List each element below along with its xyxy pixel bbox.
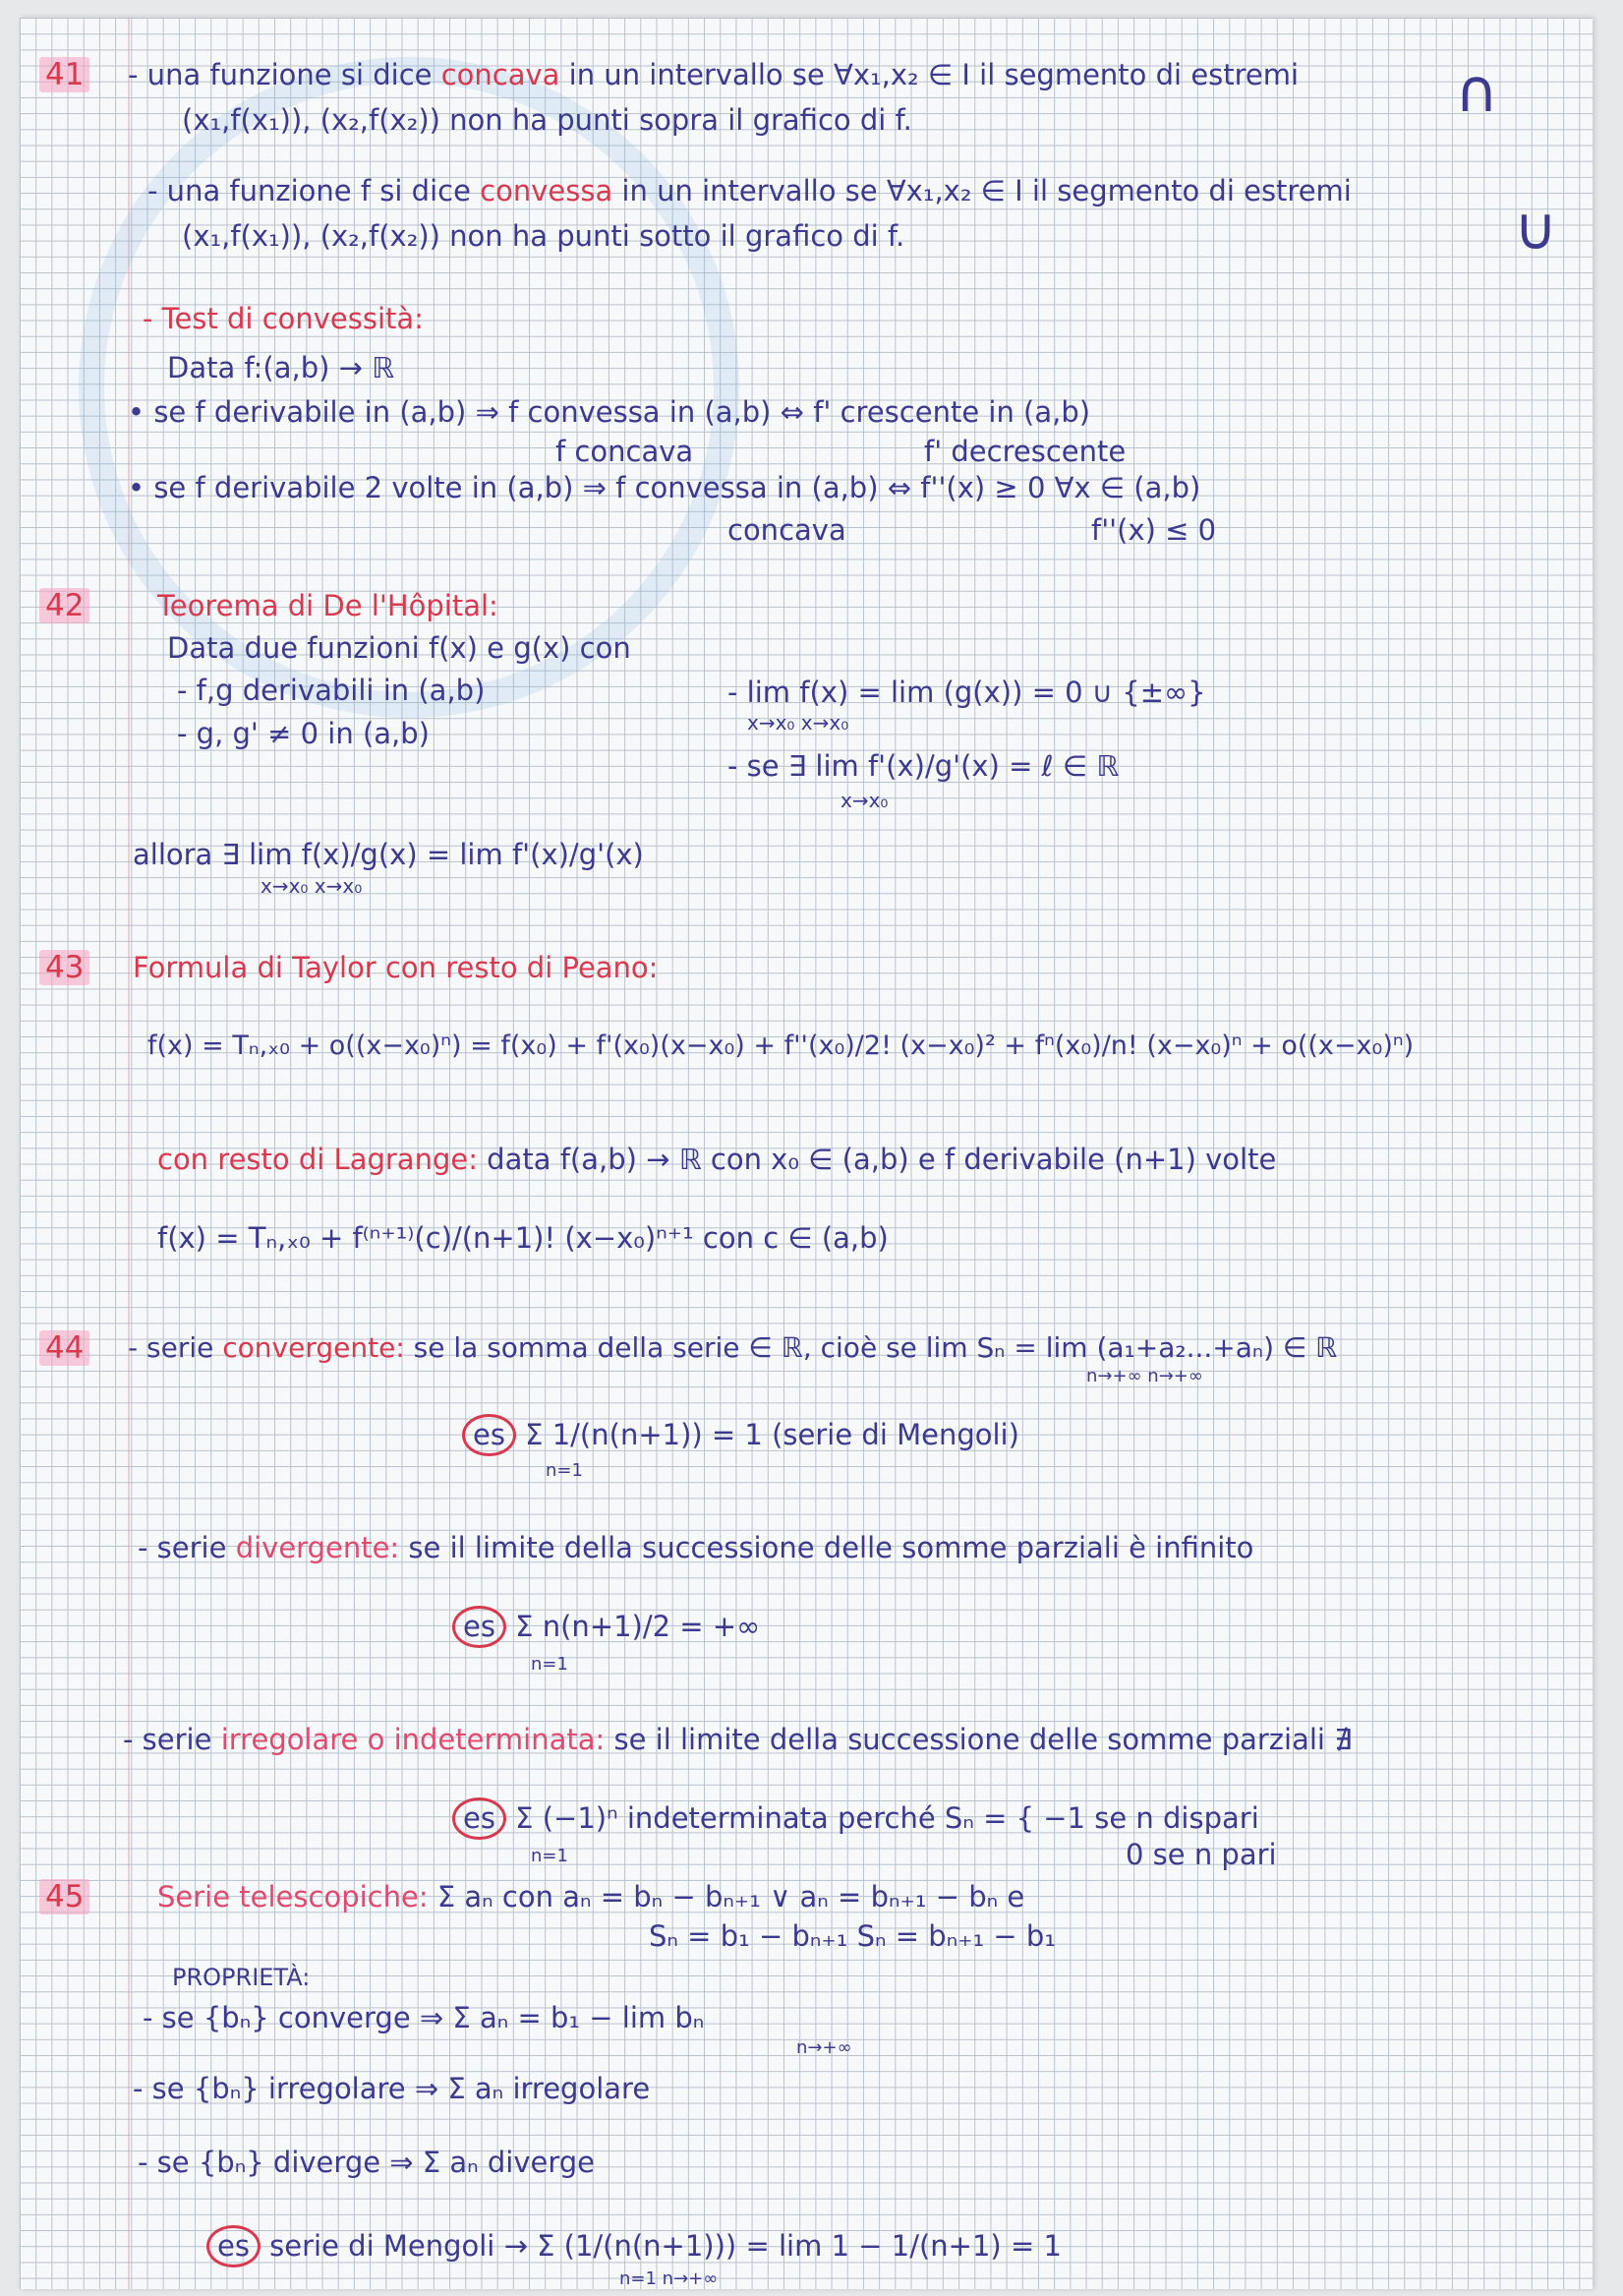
example-irregular-case2: 0 se n pari <box>1126 1838 1277 1871</box>
cup-icon: ∪ <box>1514 195 1557 264</box>
example-irregular-sub: n=1 <box>531 1846 568 1866</box>
example-formula: serie di Mengoli → Σ (1/(n(n+1))) = lim 1 − 1/(n+1) = 1 <box>269 2229 1062 2263</box>
concave-definition-line1 <box>128 59 1299 91</box>
example-telescopic-sub: n=1 n→+∞ <box>619 2268 719 2289</box>
cap-icon: ∩ <box>1455 57 1498 126</box>
convergent-series-sub: n→+∞ n→+∞ <box>1086 1366 1203 1386</box>
section-number-44: 44 <box>39 1330 89 1366</box>
taylor-peano-formula: f(x) = Tₙ,ₓ₀ + o((x−x₀)ⁿ) = f(x₀) + f'(x₀)(x−x₀) + f''(x₀)/2! (x−x₀)² + fⁿ(x₀)/n! (x−x₀)ⁿ + o((x−x₀)ⁿ) <box>147 1030 1415 1061</box>
convexity-rule-2-sub-b: f''(x) ≤ 0 <box>1091 513 1217 547</box>
convergent-series-definition <box>128 1332 1337 1364</box>
hopital-condition-1: - f,g derivabili in (a,b) <box>177 674 486 707</box>
hopital-condition-3-sub: x→x₀ x→x₀ <box>747 711 849 735</box>
telescopic-title: Serie telescopiche: <box>157 1880 429 1913</box>
hopital-condition-4: - se ∃ lim f'(x)/g'(x) = ℓ ∈ ℝ <box>727 749 1120 783</box>
example-formula: Σ 1/(n(n+1)) = 1 (serie di Mengoli) <box>525 1418 1019 1451</box>
hopital-title: Teorema di De l'Hôpital: <box>157 589 498 622</box>
example-badge: es <box>462 1414 516 1456</box>
properties-title: PROPRIETÀ: <box>172 1964 311 1991</box>
property-converge-sub: n→+∞ <box>796 2037 852 2058</box>
taylor-title: Formula di Taylor con resto di Peano: <box>133 951 659 984</box>
hopital-condition-3: - lim f(x) = lim (g(x)) = 0 ∪ {±∞} <box>727 676 1206 709</box>
term-divergente: divergente: <box>235 1531 400 1564</box>
example-divergent-sub: n=1 <box>531 1654 568 1675</box>
convexity-test-title: - Test di convessità: <box>143 302 424 335</box>
hopital-conclusion: allora ∃ lim f(x)/g(x) = lim f'(x)/g'(x) <box>133 838 644 871</box>
taylor-lagrange-formula: f(x) = Tₙ,ₓ₀ + f⁽ⁿ⁺¹⁾(c)/(n+1)! (x−x₀)ⁿ⁺¹ con c ∈ (a,b) <box>157 1221 889 1255</box>
lagrange-label: con resto di Lagrange: <box>157 1143 478 1176</box>
example-badge: es <box>452 1606 506 1648</box>
telescopic-formula: Σ aₙ con aₙ = bₙ − bₙ₊₁ ∨ aₙ = bₙ₊₁ − bₙ e <box>428 1880 1025 1913</box>
section-number-43: 43 <box>39 950 89 985</box>
convexity-rule-2-sub-a: concava <box>727 513 846 547</box>
term-convergente: convergente: <box>222 1331 405 1364</box>
example-irregular <box>452 1797 1259 1840</box>
example-telescopic <box>206 2225 1062 2267</box>
section-number-42: 42 <box>39 588 89 623</box>
text: - serie <box>138 1531 236 1564</box>
section-number-45: 45 <box>39 1879 89 1914</box>
convexity-test-data: Data f:(a,b) → ℝ <box>167 351 395 384</box>
convexity-rule-1: • se f derivabile in (a,b) ⇒ f convessa in (a,b) ⇔ f' crescente in (a,b) <box>128 395 1091 429</box>
text: in un intervallo se ∀x₁,x₂ ∈ I il segmento di estremi <box>559 58 1300 91</box>
term-irregolare: irregolare o indeterminata: <box>220 1723 606 1756</box>
hopital-condition-4-sub: x→x₀ <box>840 789 889 812</box>
text: - una funzione si dice <box>128 58 441 91</box>
property-converge: - se {bₙ} converge ⇒ Σ aₙ = b₁ − lim bₙ <box>143 2001 705 2034</box>
telescopic-partial-sums: Sₙ = b₁ − bₙ₊₁ Sₙ = bₙ₊₁ − b₁ <box>649 1919 1056 1953</box>
example-formula: Σ n(n+1)/2 = +∞ <box>515 1610 761 1643</box>
convexity-rule-1-sub-b: f' decrescente <box>924 435 1127 468</box>
example-formula: Σ (−1)ⁿ indeterminata perché Sₙ = { −1 se n dispari <box>515 1801 1259 1835</box>
convex-definition-line1 <box>147 175 1352 207</box>
property-diverge: - se {bₙ} diverge ⇒ Σ aₙ diverge <box>138 2146 596 2179</box>
concave-definition-line2: (x₁,f(x₁)), (x₂,f(x₂)) non ha punti sopra il grafico di f. <box>182 103 912 137</box>
text: se il limite della successione delle somme parziali ∄ <box>605 1723 1353 1756</box>
section-number-41: 41 <box>39 57 89 92</box>
text: in un intervallo se ∀x₁,x₂ ∈ I il segmento di estremi <box>612 174 1352 207</box>
example-badge: es <box>206 2225 261 2267</box>
lagrange-condition: data f(a,b) → ℝ con x₀ ∈ (a,b) e f derivabile (n+1) volte <box>477 1143 1277 1176</box>
hopital-intro: Data due funzioni f(x) e g(x) con <box>167 631 631 665</box>
text: se la somma della serie ∈ ℝ, cioè se lim Sₙ = lim (a₁+a₂...+aₙ) ∈ ℝ <box>404 1331 1338 1364</box>
lagrange-line <box>157 1144 1276 1176</box>
hopital-condition-2: - g, g' ≠ 0 in (a,b) <box>177 717 430 750</box>
convex-definition-line2: (x₁,f(x₁)), (x₂,f(x₂)) non ha punti sotto il grafico di f. <box>182 219 905 253</box>
example-mengoli <box>462 1414 1019 1456</box>
text: se il limite della successione delle somme parziali è infinito <box>399 1531 1254 1564</box>
convexity-rule-2: • se f derivabile 2 volte in (a,b) ⇒ f convessa in (a,b) ⇔ f''(x) ≥ 0 ∀x ∈ (a,b) <box>128 471 1201 504</box>
text: - serie <box>123 1723 221 1756</box>
irregular-series-definition <box>123 1724 1353 1756</box>
hopital-conclusion-sub: x→x₀ x→x₀ <box>261 874 363 898</box>
term-convessa: convessa <box>480 174 613 207</box>
text: - una funzione f si dice <box>147 174 481 207</box>
property-irregular: - se {bₙ} irregolare ⇒ Σ aₙ irregolare <box>133 2072 651 2105</box>
divergent-series-definition <box>138 1532 1253 1564</box>
notebook-page <box>20 18 1593 2289</box>
example-divergent <box>452 1606 760 1648</box>
convexity-rule-1-sub-a: f concava <box>555 435 694 468</box>
text: - serie <box>128 1331 223 1364</box>
example-mengoli-sub: n=1 <box>546 1460 583 1481</box>
example-badge: es <box>452 1797 506 1840</box>
term-concava: concava <box>440 58 560 91</box>
telescopic-definition <box>157 1881 1024 1913</box>
